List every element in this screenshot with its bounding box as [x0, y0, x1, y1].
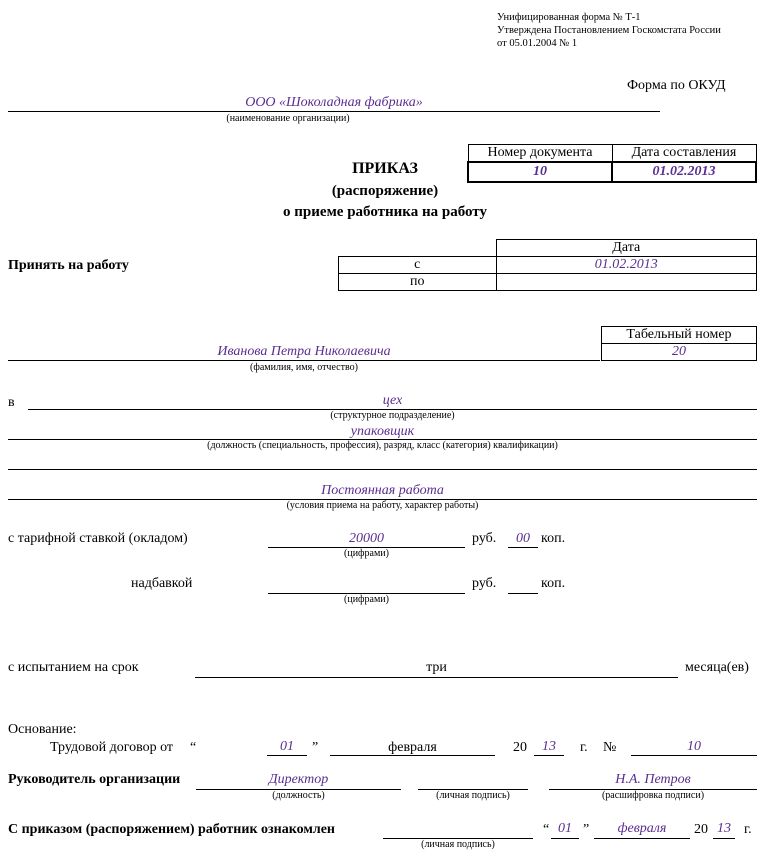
contract-month[interactable]: февраля — [388, 740, 437, 755]
conditions-caption: (условия приема на работу, характер работы) — [286, 500, 479, 511]
contract-number-line — [631, 755, 757, 756]
acquaint-signature-caption: (личная подпись) — [421, 839, 495, 850]
bonus-rub-label: руб. — [472, 576, 497, 591]
form-line-1: Унифицированная форма № Т-1 — [497, 12, 641, 23]
organization-caption: (наименование организации) — [226, 113, 350, 124]
acquaint-day[interactable]: 01 — [558, 821, 572, 836]
salary-caption: (цифрами) — [344, 548, 389, 559]
head-signature-caption: (личная подпись) — [436, 790, 510, 801]
contract-year-prefix: 20 — [513, 740, 527, 755]
acquaint-close-quote: ” — [583, 822, 590, 837]
head-label: Руководитель организации — [8, 772, 181, 787]
employee-name-caption: (фамилия, имя, отчество) — [250, 362, 358, 373]
head-name-caption: (расшифровка подписи) — [601, 790, 705, 801]
contract-label: Трудовой договор от — [50, 740, 174, 755]
probation-label: с испытанием на срок — [8, 660, 139, 675]
head-name[interactable]: Н.А. Петров — [615, 772, 691, 787]
form-line-3: от 05.01.2004 № 1 — [497, 38, 578, 49]
department-caption: (структурное подразделение) — [330, 410, 455, 421]
doc-date-value[interactable]: 01.02.2013 — [612, 162, 756, 182]
contract-open-quote: “ — [190, 740, 197, 755]
hire-date-header: Дата — [496, 240, 757, 257]
salary-kop-value[interactable]: 00 — [516, 531, 530, 546]
salary-value[interactable]: 20000 — [349, 531, 384, 546]
contract-day-line — [267, 755, 307, 756]
title-line-1: ПРИКАЗ — [352, 160, 418, 177]
acquaint-label: С приказом (распоряжением) работник ознакомлен — [8, 822, 335, 837]
form-line-2: Утверждена Постановлением Госкомстата России — [497, 25, 721, 36]
salary-label: с тарифной ставкой (окладом) — [8, 531, 188, 546]
bonus-kop-label: коп. — [541, 576, 566, 591]
acquaint-year-prefix: 20 — [694, 822, 708, 837]
contract-close-quote: ” — [312, 740, 319, 755]
head-position-caption: (должность) — [272, 790, 325, 801]
tab-number-value[interactable]: 20 — [602, 344, 757, 361]
organization-line — [8, 111, 660, 112]
bonus-label: надбавкой — [131, 576, 193, 591]
acquaint-year-suffix: г. — [744, 822, 752, 837]
title-line-2: (распоряжение) — [331, 183, 439, 199]
probation-unit: месяца(ев) — [685, 660, 749, 675]
acquaint-day-line — [551, 838, 579, 839]
contract-year-line — [534, 755, 564, 756]
probation-line — [195, 677, 678, 678]
salary-kop-label: коп. — [541, 531, 566, 546]
contract-year-suffix: г. — [580, 740, 588, 755]
doc-date-header: Дата составления — [612, 145, 756, 163]
tab-number-header: Табельный номер — [602, 327, 757, 344]
conditions-value[interactable]: Постоянная работа — [321, 483, 444, 498]
okud-label: Форма по ОКУД — [627, 78, 726, 93]
position-caption: (должность (специальность, профессия), разряд, класс (категория) квалификации) — [207, 440, 558, 451]
hire-to-value[interactable] — [496, 274, 757, 291]
contract-number-sign: № — [603, 740, 617, 755]
employee-name-line — [8, 360, 600, 361]
tab-number-table — [601, 326, 757, 361]
bonus-caption: (цифрами) — [344, 594, 389, 605]
head-position[interactable]: Директор — [268, 772, 329, 787]
title-line-3: о приеме работника на работу — [283, 204, 487, 220]
doc-number-header: Номер документа — [468, 145, 612, 163]
salary-kop-line — [508, 547, 538, 548]
hire-date-table — [338, 239, 757, 291]
contract-day[interactable]: 01 — [280, 739, 294, 754]
probation-value[interactable]: три — [426, 660, 447, 675]
hire-from-label: с — [339, 257, 497, 274]
salary-rub-label: руб. — [472, 531, 497, 546]
contract-number[interactable]: 10 — [687, 739, 701, 754]
bonus-kop-line — [508, 593, 538, 594]
doc-number-table — [467, 144, 757, 183]
contract-year[interactable]: 13 — [542, 739, 556, 754]
organization-name[interactable]: ООО «Шоколадная фабрика» — [245, 95, 423, 110]
hire-from-value[interactable]: 01.02.2013 — [496, 257, 757, 274]
doc-number-value[interactable]: 10 — [468, 162, 612, 182]
position-line-2 — [8, 469, 757, 470]
basis-label: Основание: — [8, 722, 77, 737]
acquaint-open-quote: “ — [543, 822, 550, 837]
employee-name[interactable]: Иванова Петра Николаевича — [217, 344, 391, 359]
department-value[interactable]: цех — [382, 393, 403, 408]
acquaint-year[interactable]: 13 — [717, 821, 731, 836]
acquaint-year-line — [713, 838, 735, 839]
hire-to-label: по — [339, 274, 497, 291]
contract-month-line — [330, 755, 495, 756]
hire-label: Принять на работу — [8, 258, 129, 273]
department-in-label: в — [8, 395, 15, 410]
acquaint-month[interactable]: февраля — [617, 821, 667, 836]
position-value[interactable]: упаковщик — [350, 424, 415, 439]
acquaint-month-line — [594, 838, 690, 839]
